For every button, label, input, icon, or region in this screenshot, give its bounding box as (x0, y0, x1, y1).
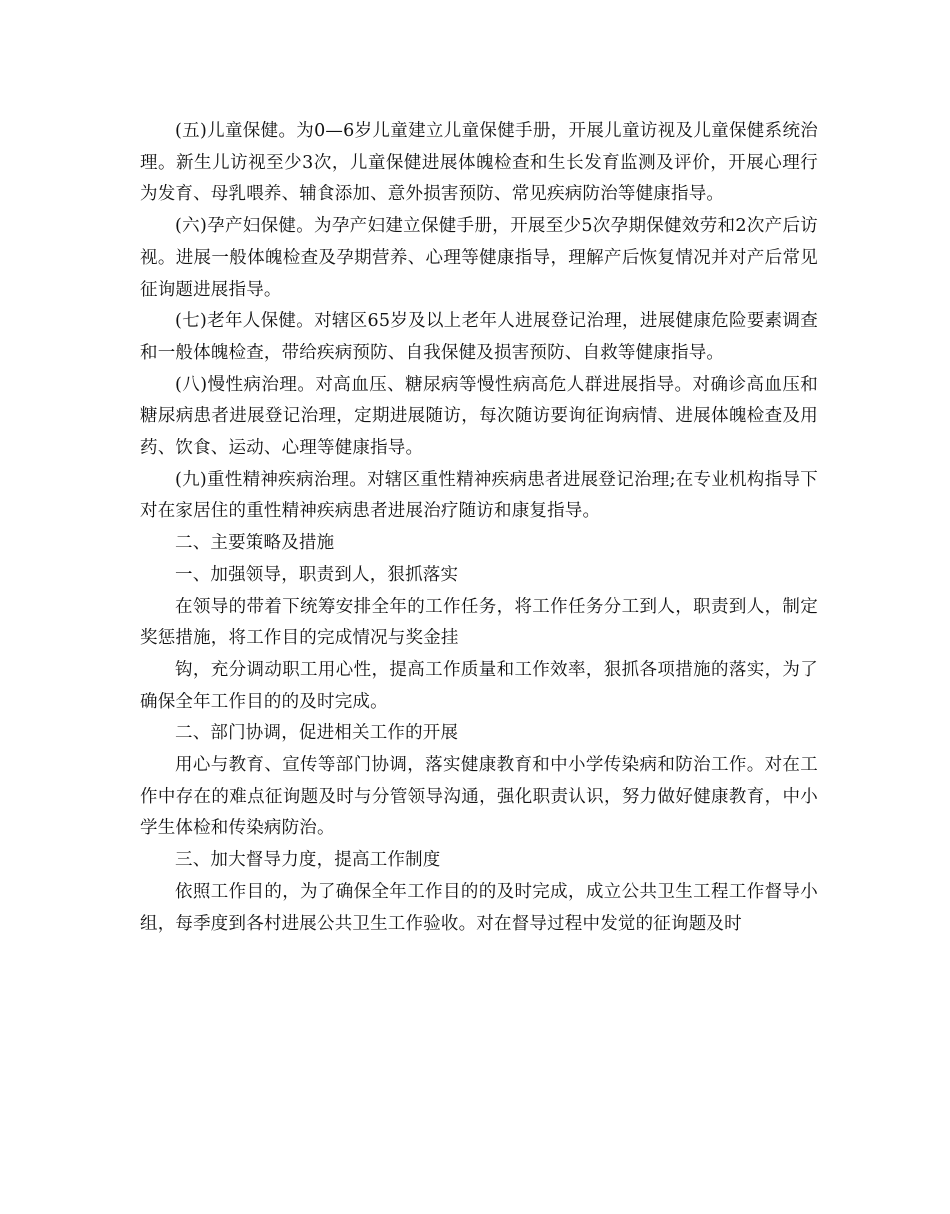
paragraph-child-health: (五)儿童保健。为0—6岁儿童建立儿童保健手册，开展儿童访视及儿童保健系统治理。新生儿访视至少3次，儿童保健进展体魄检查和生长发育监测及评价，开展心理行为发育、母乳喂养、辅食添加、意外损害预防、常见疾病防治等健康指导。 (140, 121, 818, 205)
paragraph-elderly-health: (七)老年人保健。对辖区65岁及以上老年人进展登记治理，进展健康危险要素调查和一般体魄检查，带给疾病预防、自我保健及损害预防、自救等健康指导。 (140, 311, 818, 363)
paragraph-leadership: 在领导的带着下统筹安排全年的工作任务，将工作任务分工到人，职责到人，制定奖惩措施，将工作目的完成情况与奖金挂 (140, 596, 818, 649)
paragraph-chronic-disease: (八)慢性病治理。对高血压、糖尿病等慢性病高危人群进展指导。对确诊高血压和糖尿病患者进展登记治理，定期进展随访，每次随访要询征询病情、进展体魄检查及用药、饮食、运动、心理等健康指导。 (140, 374, 818, 459)
heading-leadership: 一、加强领导，职责到人，狠抓落实 (175, 564, 459, 585)
document-page (140, 116, 818, 940)
paragraph-leadership-continued: 钩，充分调动职工用心性，提高工作质量和工作效率，狠抓各项措施的落实，为了确保全年工作目的的及时完成。 (140, 659, 818, 712)
heading-strategies: 二、主要策略及措施 (175, 533, 335, 554)
paragraph-coordination: 用心与教育、宣传等部门协调，落实健康教育和中小学传染病和防治工作。对在工作中存在的难点征询题及时与分管领导沟通，强化职责认识，努力做好健康教育，中小学生体检和传染病防治。 (140, 755, 818, 839)
paragraph-maternal-health: (六)孕产妇保健。为孕产妇建立保健手册，开展至少5次孕期保健效劳和2次产后访视。进展一般体魄检查及孕期营养、心理等健康指导，理解产后恢复情况并对产后常见征询题进展指导。 (140, 216, 818, 300)
heading-supervision: 三、加大督导力度，提高工作制度 (175, 850, 441, 871)
heading-coordination: 二、部门协调，促进相关工作的开展 (175, 723, 459, 744)
paragraph-supervision: 依照工作目的，为了确保全年工作目的的及时完成，成立公共卫生工程工作督导小组，每季度到各村进展公共卫生工作验收。对在督导过程中发觉的征询题及时 (140, 881, 818, 934)
paragraph-mental-illness: (九)重性精神疾病治理。对辖区重性精神疾病患者进展登记治理;在专业机构指导下对在家居住的重性精神疾病患者进展治疗随访和康复指导。 (140, 469, 818, 522)
